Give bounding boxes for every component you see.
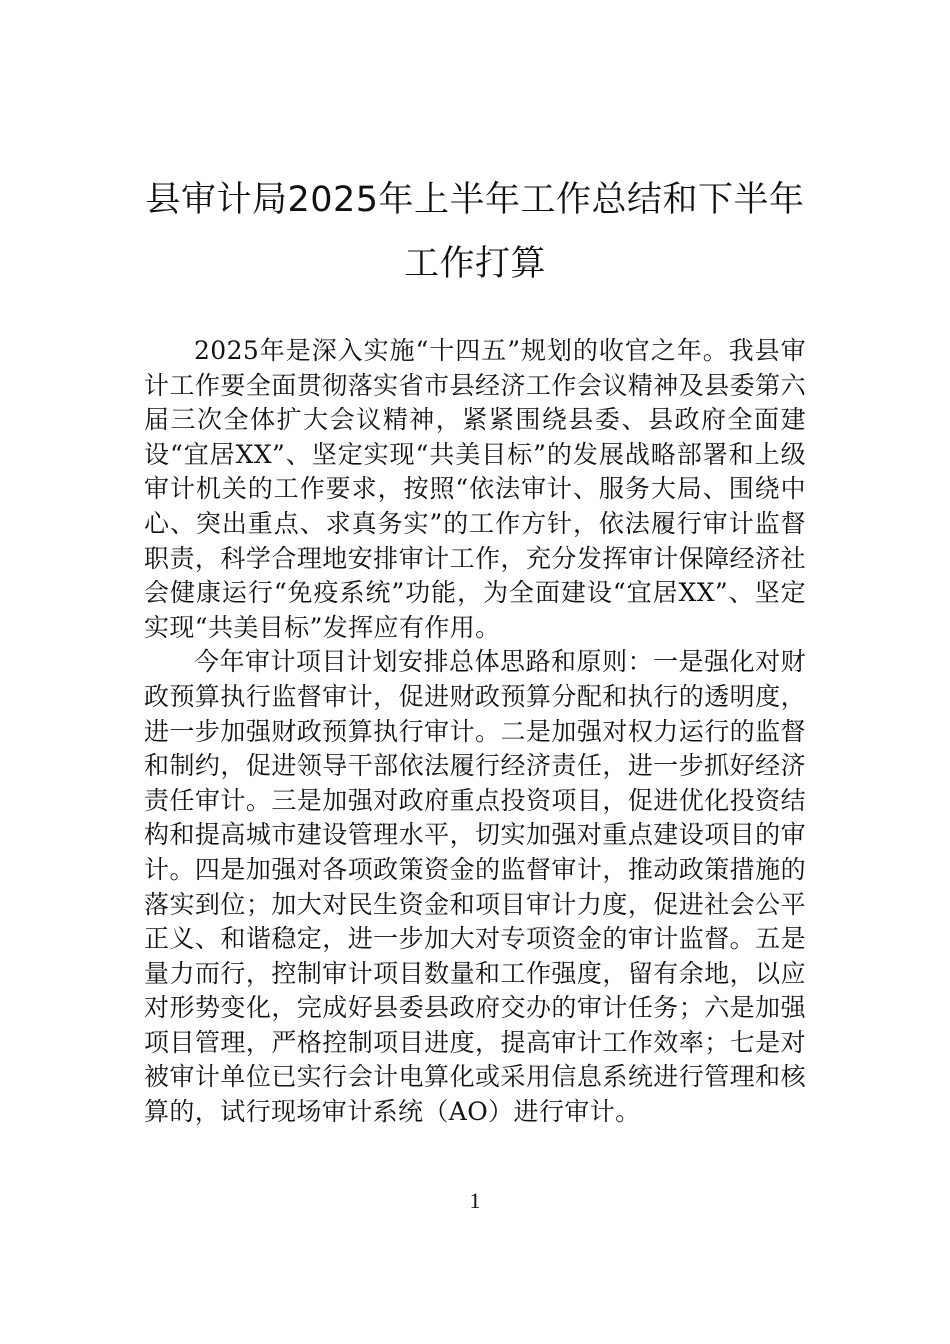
- document-body: [144, 334, 806, 1130]
- paragraph-principles: 今年审计项目计划安排总体思路和原则：一是强化对财政预算执行监督审计，促进财政预算分配和执行的透明度，进一步加强财政预算执行审计。二是加强对权力运行的监督和制约，促进领导干部依法履行经济责任，进一步抓好经济责任审计。三是加强对政府重点投资项目，促进优化投资结构和提高城市建设管理水平，切实加强对重点建设项目的审计。四是加强对各项政策资金的监督审计，推动政策措施的落实到位；加大对民生资金和项目审计力度，促进社会公平正义、和谐稳定，进一步加大对专项资金的审计监督。五是量力而行，控制审计项目数量和工作强度，留有余地，以应对形势变化，完成好县委县政府交办的审计任务；六是加强项目管理，严格控制项目进度，提高审计工作效率；七是对被审计单位已实行会计电算化或采用信息系统进行管理和核算的，试行现场审计系统（AO）进行审计。: [144, 647, 806, 1127]
- paragraph-intro: 2025年是深入实施“十四五”规划的收官之年。我县审计工作要全面贯彻落实省市县经济工作会议精神及县委第六届三次全体扩大会议精神，紧紧围绕县委、县政府全面建设“宜居XX”、坚定实现“共美目标”的发展战略部署和上级审计机关的工作要求，按照“依法审计、服务大局、围绕中心、突出重点、求真务实”的工作方针，依法履行审计监督职责，科学合理地安排审计工作，充分发挥审计保障经济社会健康运行“免疫系统”功能，为全面建设“宜居XX”、坚定实现“共美目标”发挥应有作用。: [144, 336, 806, 642]
- title-line-1: 县审计局2025年上半年工作总结和下半年: [145, 180, 805, 220]
- title-line-2: 工作打算: [403, 244, 546, 284]
- page-number: 1: [469, 1188, 481, 1213]
- document-title: [120, 168, 830, 296]
